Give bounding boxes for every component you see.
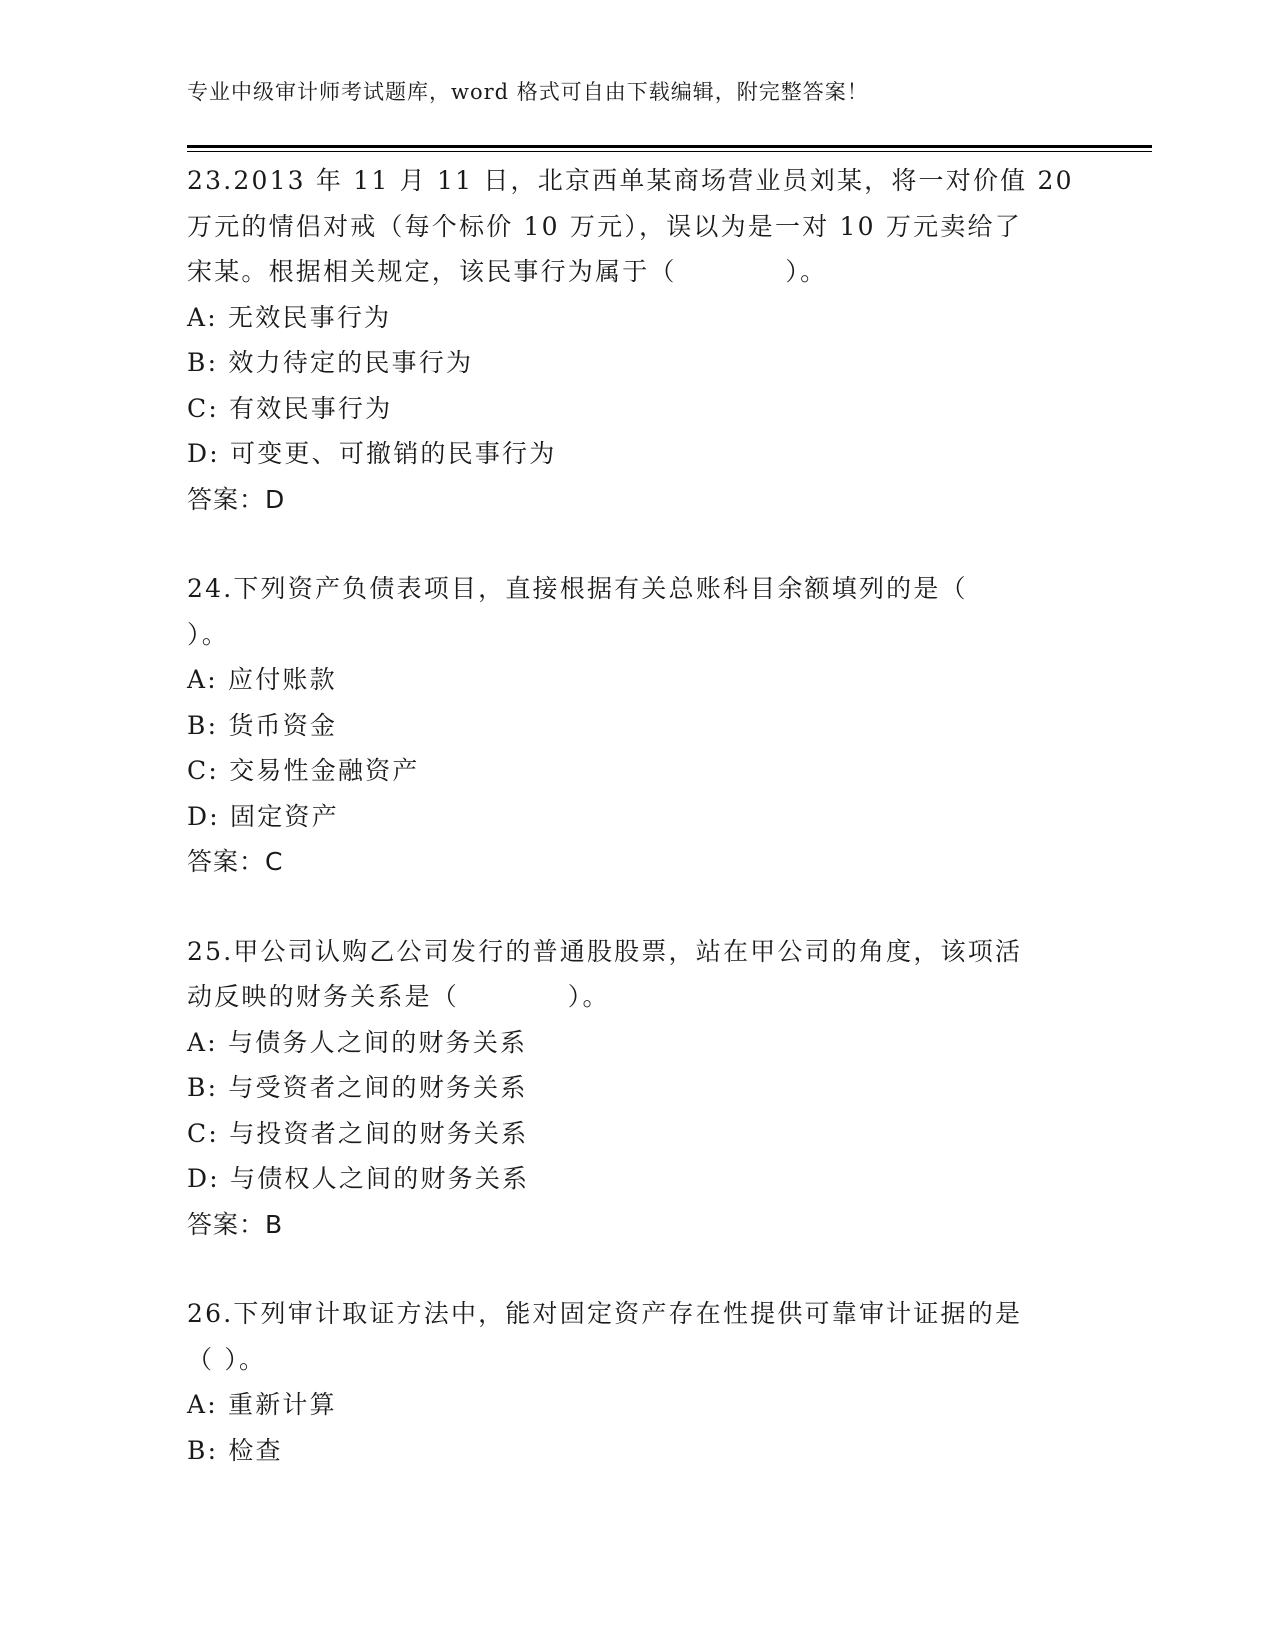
option-a: A: 与债务人之间的财务关系	[187, 1027, 528, 1057]
question-26	[187, 1291, 1087, 1473]
question-24	[187, 566, 1087, 885]
option-a: A: 无效民事行为	[187, 302, 392, 332]
option-a: A: 应付账款	[187, 665, 337, 694]
question-stem-line: ）。	[187, 619, 229, 649]
question-25	[187, 929, 1087, 1248]
header-rule-thin	[187, 151, 1152, 152]
option-d: D: 与债权人之间的财务关系	[187, 1164, 530, 1193]
header-rule-thick	[187, 145, 1152, 148]
question-stem-line: 23.2013 年 11 月 11 日，北京西单某商场营业员刘某，将一对价值 20	[187, 166, 1074, 195]
option-c: C: 与投资者之间的财务关系	[187, 1118, 529, 1148]
answer: 答案：D	[187, 484, 286, 514]
question-23	[187, 158, 1087, 522]
question-spacer	[187, 1247, 1087, 1291]
question-stem-line: （ ）。	[187, 1344, 267, 1374]
option-a: A: 重新计算	[187, 1390, 337, 1419]
option-b: B: 效力待定的民事行为	[187, 348, 474, 377]
question-spacer	[187, 522, 1087, 566]
option-b: B: 检查	[187, 1435, 283, 1465]
question-stem-line: 宋某。根据相关规定，该民事行为属于（ ）。	[187, 257, 828, 286]
option-c: C: 有效民事行为	[187, 393, 393, 423]
option-b: B: 与受资者之间的财务关系	[187, 1073, 528, 1102]
question-stem-line: 万元的情侣对戒（每个标价 10 万元），误以为是一对 10 万元卖给了	[187, 211, 1022, 241]
question-spacer	[187, 885, 1087, 929]
page-header: 专业中级审计师考试题库，word 格式可自由下载编辑，附完整答案！	[187, 80, 869, 104]
option-d: D: 可变更、可撤销的民事行为	[187, 439, 557, 468]
option-b: B: 货币资金	[187, 710, 338, 740]
question-stem-line: 26.下列审计取证方法中，能对固定资产存在性提供可靠审计证据的是	[187, 1299, 1023, 1328]
question-stem-line: 动反映的财务关系是（ ）。	[187, 982, 610, 1011]
answer: 答案：B	[187, 1209, 284, 1239]
answer: 答案：C	[187, 847, 284, 876]
option-c: C: 交易性金融资产	[187, 756, 420, 785]
question-stem-line: 25.甲公司认购乙公司发行的普通股股票，站在甲公司的角度，该项活	[187, 936, 1023, 966]
question-list	[187, 158, 1087, 1473]
option-d: D: 固定资产	[187, 801, 339, 831]
question-stem-line: 24.下列资产负债表项目，直接根据有关总账科目余额填列的是（	[187, 574, 968, 603]
